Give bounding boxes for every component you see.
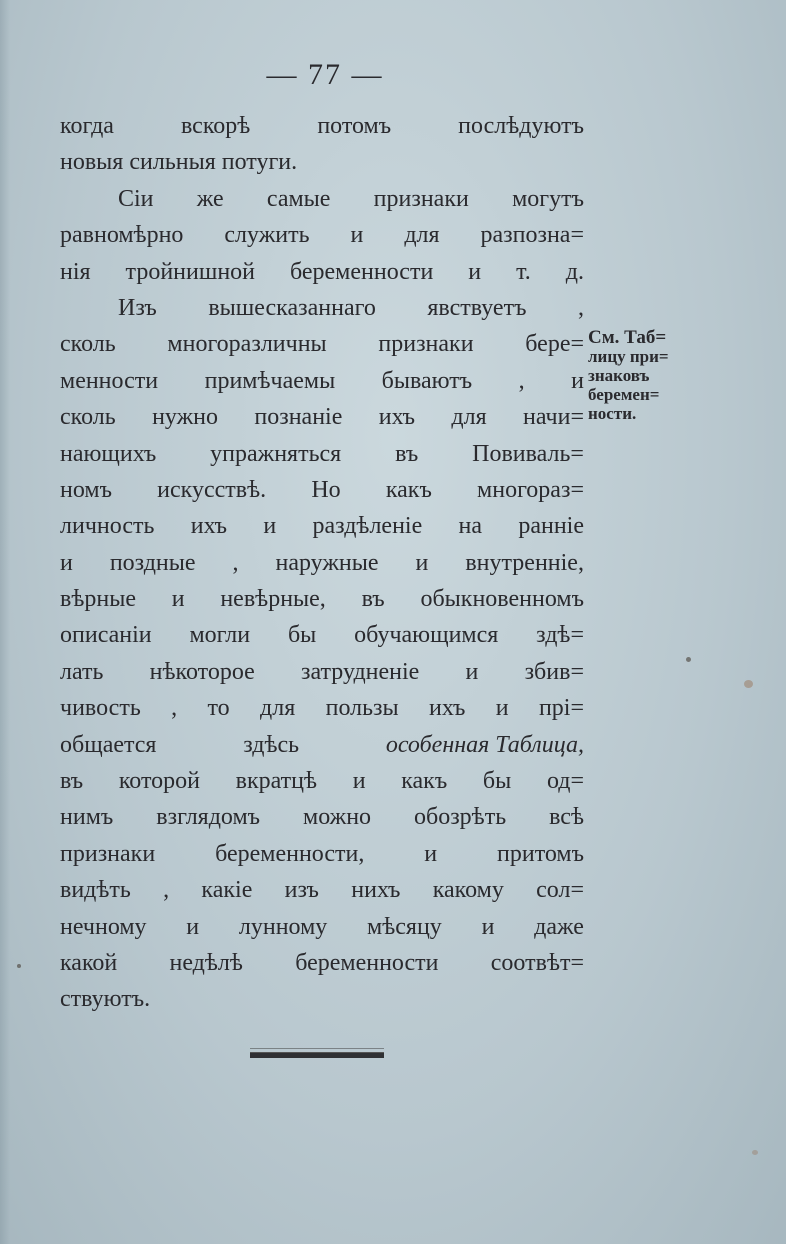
text-word: , [518, 367, 525, 394]
text-word: обыкновенномъ [420, 586, 584, 613]
text-word: вскорѣ [180, 113, 251, 139]
text-word: могли [189, 622, 251, 649]
text-word: пользы [325, 695, 399, 722]
text-line [60, 326, 584, 362]
text-word: наружные [275, 549, 379, 576]
text-word: для [451, 404, 487, 431]
text-word: упражняться [210, 440, 342, 467]
text-word: здѣсь [243, 731, 300, 758]
text-word: явствуетъ [427, 294, 527, 321]
text-word: нія [60, 258, 91, 285]
text-word: ранніе [518, 513, 584, 540]
text-line [60, 799, 584, 835]
text-word: же [196, 185, 224, 212]
text-line [60, 763, 584, 799]
text-word: и [495, 695, 509, 722]
text-word: разпозна= [480, 222, 584, 249]
text-word: многораз= [477, 476, 584, 503]
text-word: общается [60, 731, 157, 758]
text-line [60, 363, 584, 399]
text-word: сколь [60, 331, 116, 358]
text-word: нимъ [60, 804, 114, 831]
text-word: внутренніе, [465, 549, 584, 576]
text-word: какіе [201, 877, 253, 904]
text-word: въ [395, 440, 419, 467]
text-line [60, 472, 584, 508]
text-word: раздѣленіе [312, 513, 423, 540]
text-word: ихъ [429, 695, 466, 722]
text-word: изъ [284, 877, 319, 904]
text-word: нихъ [351, 877, 401, 904]
text-word: Изъ [118, 294, 157, 321]
text-word: вѣрные [60, 586, 136, 613]
text-word: од= [546, 768, 584, 795]
paper-speck [686, 657, 691, 662]
text-word: обозрѣть [413, 804, 507, 831]
text-word: вкратцѣ [235, 768, 318, 795]
main-text-block [60, 108, 584, 1018]
text-line [60, 727, 584, 763]
text-word: недѣлѣ [169, 949, 243, 976]
text-word: признаки [378, 331, 474, 358]
text-word: новыя сильныя потуги. [60, 149, 298, 176]
text-word: и [186, 913, 200, 940]
text-word: для [404, 222, 440, 249]
text-word: и [465, 658, 479, 685]
text-word: лунному [238, 913, 328, 940]
text-word: признаки [60, 840, 156, 867]
text-word: могутъ [512, 185, 584, 212]
text-word: невѣрные, [220, 586, 326, 613]
text-word: и [263, 513, 277, 540]
text-word: равномѣрно [60, 222, 184, 249]
text-line [60, 690, 584, 726]
text-line [60, 981, 584, 1017]
text-word: ихъ [378, 404, 416, 431]
text-word: самые [266, 185, 331, 212]
text-line [60, 436, 584, 472]
text-word: беременности, [215, 840, 365, 867]
text-word: нечному [60, 913, 147, 940]
text-line [60, 945, 584, 981]
margin-note-line: См. Таб= [588, 327, 667, 348]
text-word: и [571, 367, 584, 394]
paper-speck [752, 1150, 758, 1155]
text-line [60, 144, 584, 180]
text-word: то [207, 695, 230, 722]
text-word: когда [60, 113, 114, 139]
text-word: какому [432, 877, 504, 904]
text-word: и [481, 913, 495, 940]
text-word: и [350, 222, 364, 249]
text-word: поздные [109, 549, 196, 576]
text-word: нающихъ [60, 440, 157, 467]
text-word: мѣсяцу [367, 913, 442, 940]
paper-speck [744, 680, 753, 688]
text-word: здѣ= [536, 622, 584, 649]
text-word: и [352, 768, 366, 795]
text-word: признаки [373, 185, 469, 212]
text-word: служить [224, 222, 310, 249]
text-word: какъ [401, 768, 448, 795]
text-word: Повиваль= [472, 440, 584, 467]
text-word: чивость [60, 695, 141, 722]
text-word: примѣчаемы [204, 367, 336, 394]
text-word: многоразличны [167, 331, 327, 358]
text-word: менности [60, 367, 159, 394]
text-line [60, 654, 584, 690]
text-word: Но [311, 476, 341, 503]
text-word: бы [287, 622, 317, 649]
text-word: ствуютъ. [60, 986, 151, 1013]
text-word: сол= [536, 877, 584, 904]
text-line [60, 872, 584, 908]
text-word: начи= [523, 404, 584, 431]
page-edge-shadow [0, 0, 10, 1244]
text-word: обучающимся [354, 622, 499, 649]
margin-note-line: беремен= [588, 385, 660, 404]
margin-note-line: лицу при= [588, 347, 669, 366]
text-word: д. [565, 258, 584, 285]
text-word: , [232, 549, 239, 576]
text-word: нѣкоторое [149, 658, 255, 685]
text-word: притомъ [497, 840, 584, 867]
text-word: даже [534, 913, 584, 940]
text-word: можно [303, 804, 372, 831]
text-word: т. [516, 258, 531, 285]
text-word: , [171, 695, 178, 722]
margin-note-line: ности. [588, 404, 637, 423]
text-word: и [60, 549, 73, 576]
text-word: номъ [60, 476, 112, 503]
text-word: тройнишной [125, 258, 256, 285]
text-word: вышесказаннаго [208, 294, 376, 321]
text-line [60, 108, 584, 144]
text-line [60, 508, 584, 544]
margin-note [588, 328, 708, 423]
text-word: и [468, 258, 482, 285]
text-word: послѣдуютъ [458, 113, 584, 139]
text-word: ихъ [190, 513, 228, 540]
text-word: видѣть [60, 877, 131, 904]
text-word: которой [118, 768, 200, 795]
text-word: прі= [538, 695, 584, 722]
text-word: всѣ [549, 804, 584, 831]
paper-speck [17, 964, 21, 968]
text-word: какъ [385, 476, 432, 503]
text-word: въ [60, 768, 84, 795]
text-word: , [163, 877, 170, 904]
text-word: беременности [295, 949, 439, 976]
text-line [60, 581, 584, 617]
text-word: потомъ [317, 113, 392, 139]
text-word: бы [482, 768, 512, 795]
margin-note-line: знаковъ [588, 366, 650, 385]
text-word: и [171, 586, 185, 613]
text-line [60, 545, 584, 581]
text-word: и [424, 840, 438, 867]
text-line [60, 217, 584, 253]
text-word: особенная Таблица, [385, 731, 584, 758]
text-word: сколь [60, 404, 116, 431]
text-word: бываютъ [381, 367, 473, 394]
text-word: на [458, 513, 483, 540]
text-word: для [260, 695, 296, 722]
text-word: какой [60, 949, 118, 976]
text-word: взглядомъ [156, 804, 261, 831]
end-rule-divider [250, 1052, 384, 1058]
text-word: бере= [525, 331, 584, 358]
text-word: Сіи [118, 185, 154, 212]
text-word: збив= [524, 658, 584, 685]
text-word: беременности [289, 258, 434, 285]
text-word: лать [60, 658, 104, 685]
text-word: познаніе [254, 404, 343, 431]
page-number: — 77 — [266, 58, 384, 91]
text-word: нужно [152, 404, 219, 431]
text-line [60, 290, 584, 326]
text-word: въ [361, 586, 385, 613]
text-word: соотвѣт= [490, 949, 584, 976]
text-word: личность [60, 513, 155, 540]
text-word: описаніи [60, 622, 152, 649]
text-line [60, 254, 584, 290]
text-word: и [415, 549, 429, 576]
text-word: , [578, 294, 584, 321]
text-line [60, 399, 584, 435]
text-word: искусствѣ. [157, 476, 267, 503]
text-line [60, 909, 584, 945]
text-line [60, 617, 584, 653]
text-line [60, 181, 584, 217]
text-line [60, 836, 584, 872]
text-word: затрудненіе [300, 658, 420, 685]
